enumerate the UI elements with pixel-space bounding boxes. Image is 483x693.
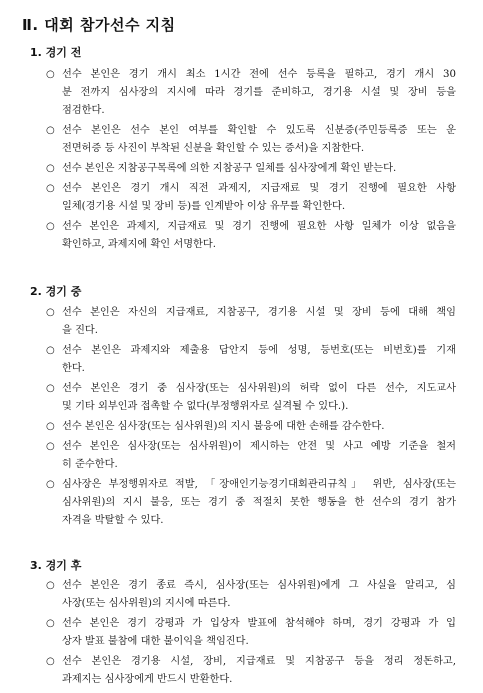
item-text-line: 선수 본인은 경기 종료 즉시, 심사장(또는 심사위원)에게 그 사실을 알리고, 심 [62,580,456,591]
item-text-line: 선수 본인은 심사장(또는 심사위원)이 제시하는 안전 및 사고 예방 기준을 철저 [62,441,456,452]
section-heading: 1. 경기 전 [30,46,82,59]
item-text-line: 분 전까지 심사장의 지시에 따라 경기를 준비하고, 경기용 시설 및 장비 등을 [62,87,456,98]
item-text-line: 자격을 박탈할 수 있다. [62,515,164,526]
document-title: Ⅱ. 대회 참가선수 지침 [22,16,176,34]
item-text-line: 선수 본인은 과제지와 제출용 답안지 등에 성명, 등번호(또는 비번호)를 기재 [62,345,456,356]
item-text-line: 상자 발표 불참에 대한 불이익을 책임진다. [62,636,249,647]
item-text-line: 심사위원)의 지시 불응, 또는 경기 중 적절치 못한 행동을 한 선수의 경기 참가 [62,497,456,508]
item-text-line: 선수 본인은 경기용 시설, 장비, 지급재료 및 지참공구 등을 정리 정돈하고, [62,656,456,667]
item-text-line: 및 기타 외부인과 접촉할 수 없다(부정행위자로 실격될 수 있다.). [62,401,349,412]
item-text-line: 선수 본인은 경기 강평과 가 입상자 발표에 참석해야 하며, 경기 강평과 가 입 [62,618,456,629]
item-text-line: 선수 본인은 경기 개시 최소 1시간 전에 선수 등록을 필하고, 경기 개시 30 [62,69,456,80]
section-heading: 2. 경기 중 [30,285,82,298]
section-heading: 3. 경기 후 [30,559,82,572]
item-text-line: 선수 본인은 경기 개시 직전 과제지, 지급재료 및 경기 진행에 필요한 사항 [62,183,456,194]
item-text-line: 한다. [62,363,85,374]
item-text-line: 점검한다. [62,105,105,116]
item-text-line: 선수 본인은 경기 중 심사장(또는 심사위원)의 허락 없이 다른 선수, 지도교사 [62,383,456,394]
item-text-line: 선수 본인은 자신의 지급재료, 지참공구, 경기용 시설 및 장비 등에 대해 책임 [62,307,456,318]
bullet-icon: ○ [46,69,55,80]
bullet-icon: ○ [46,307,55,318]
bullet-icon: ○ [46,383,55,394]
item-text-line: 사장(또는 심사위원)의 지시에 따른다. [62,598,231,609]
item-text-line: 선수 본인은 선수 본인 여부를 확인할 수 있도록 신분증(주민등록증 또는 운 [62,125,456,136]
bullet-icon: ○ [46,345,55,356]
item-text-line: 전면허증 등 사진이 부착된 신분을 확인할 수 있는 증서)을 지참한다. [62,143,365,154]
item-text-line: 일체(경기용 시설 및 장비 등)를 인계받아 이상 유무를 확인한다. [62,201,346,212]
item-text-line: 히 준수한다. [62,459,118,470]
item-text-line: 과제지는 심사장에게 반드시 반환한다. [62,674,233,685]
bullet-icon: ○ [46,441,55,452]
bullet-icon: ○ [46,421,55,432]
bullet-icon: ○ [46,221,55,232]
bullet-icon: ○ [46,183,55,194]
item-text-line: 심사장은 부정행위자로 적발, 「장애인기능경기대회관리규칙」 위반, 심사장(또는 [62,479,456,490]
bullet-icon: ○ [46,580,55,591]
item-text-line: 확인하고, 과제지에 확인 서명한다. [62,239,216,250]
item-text-line: 선수 본인은 지참공구목록에 의한 지참공구 일체를 심사장에게 확인 받는다. [62,163,397,174]
bullet-icon: ○ [46,125,55,136]
bullet-icon: ○ [46,479,55,490]
bullet-icon: ○ [46,618,55,629]
bullet-icon: ○ [46,656,55,667]
bullet-icon: ○ [46,163,55,174]
item-text-line: 선수 본인은 과제지, 지급재료 및 경기 진행에 필요한 사항 일체가 이상 없음을 [62,221,456,232]
item-text-line: 선수 본인은 심사장(또는 심사위원)의 지시 불응에 대한 손해를 감수한다. [62,421,385,432]
item-text-line: 을 진다. [62,325,98,336]
